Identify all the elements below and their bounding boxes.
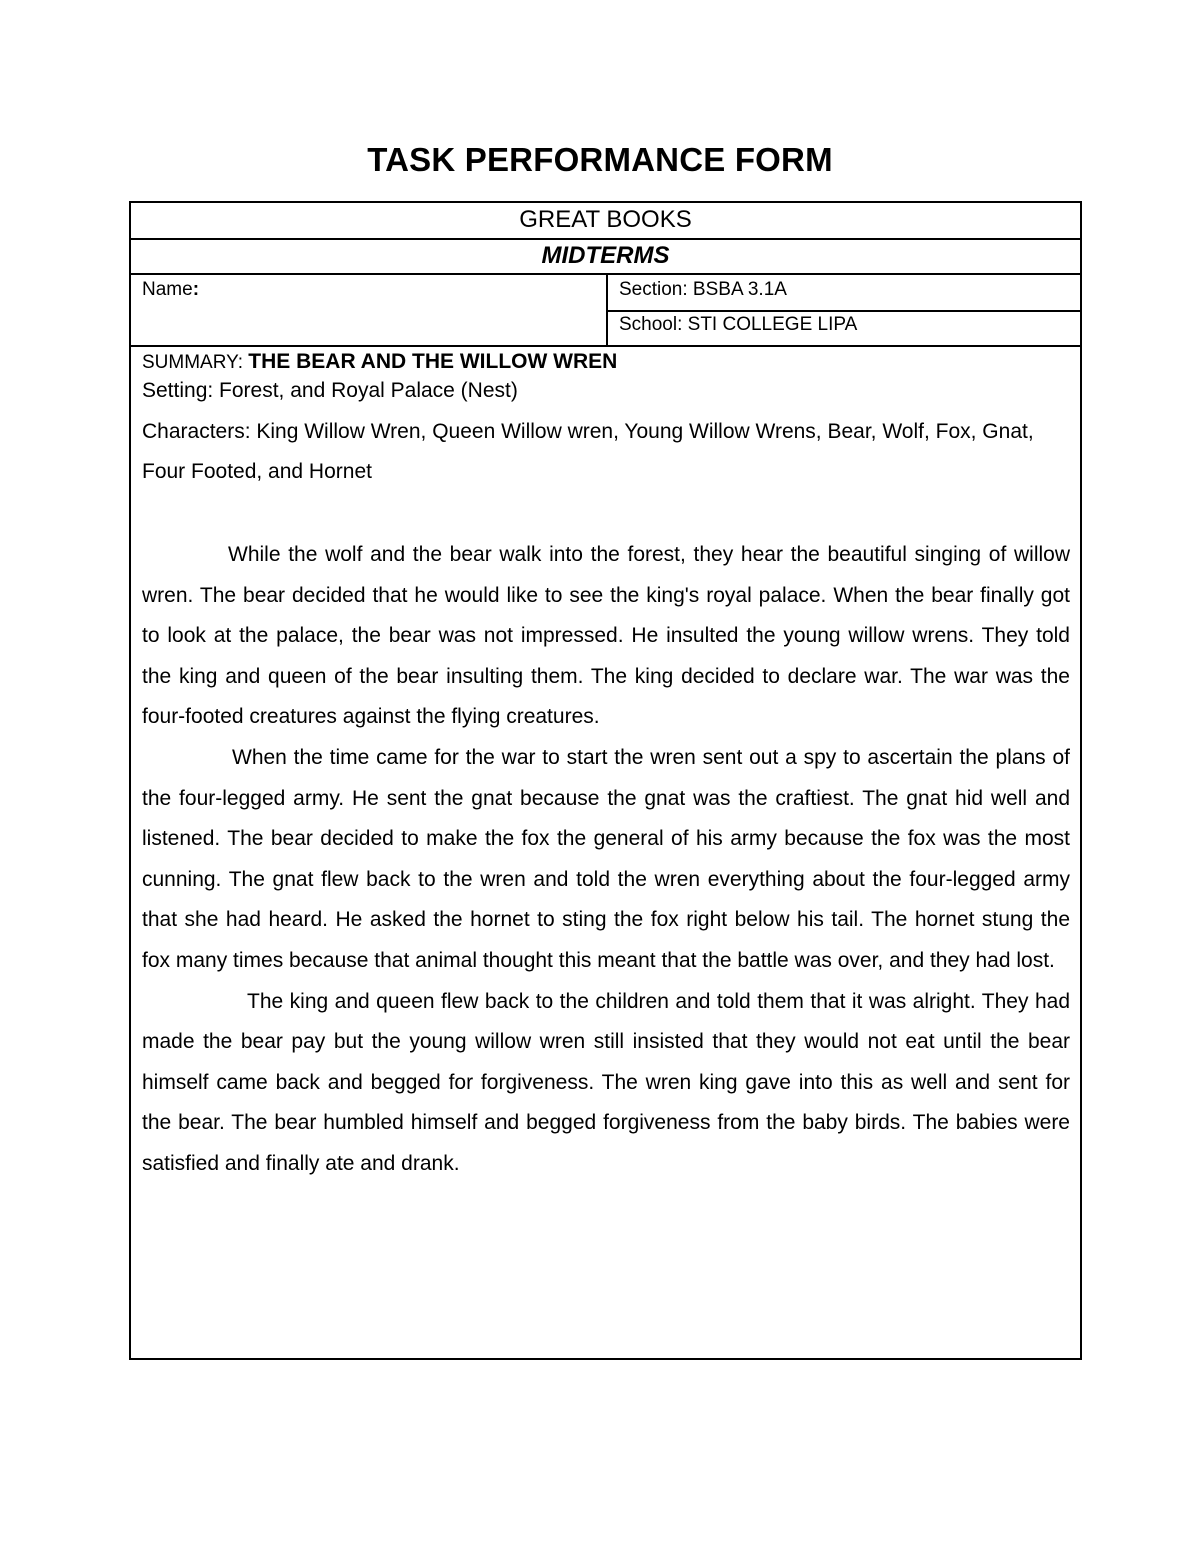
- school-cell: School: STI COLLEGE LIPA: [608, 312, 1080, 347]
- setting-line: Setting: Forest, and Royal Palace (Nest): [142, 379, 518, 402]
- summary-paragraph-3: The king and queen flew back to the children and told them that it was alright. They had made the bear pay but the young willow wren still insisted that they would not eat until the bear himself came back and begged for forgiveness. The wren king gave into this as well and sent for the bear. The bear humbled himself and begged forgiveness from the baby birds. The babies were satisfied and finally ate and drank.: [142, 989, 1070, 1175]
- summary-paragraph-1: While the wolf and the bear walk into the forest, they hear the beautiful singing of willow wren. The bear decided that he would like to see the king's royal palace. When the bear finally got to look at the palace, the bear was not impressed. He insulted the young willow wrens. They told the king and queen of the bear insulting them. The king decided to declare war. The war was the four-footed creatures against the flying creatures.: [142, 543, 1070, 729]
- subject-row: GREAT BOOKS: [131, 203, 1080, 240]
- characters-line: Characters: King Willow Wren, Queen Willow wren, Young Willow Wrens, Bear, Wolf, Fox, Gnat, Four Footed, and Hornet: [142, 420, 1034, 483]
- book-title: THE BEAR AND THE WILLOW WREN: [248, 350, 618, 373]
- summary-body: [142, 535, 1070, 1185]
- summary-label: SUMMARY:: [142, 352, 249, 373]
- summary-heading: [142, 350, 1070, 375]
- page-title: TASK PERFORMANCE FORM: [367, 141, 833, 178]
- name-cell: [131, 275, 608, 347]
- summary-paragraph-2: When the time came for the war to start the wren sent out a spy to ascertain the plans of the four-legged army. He sent the gnat because the gnat was the craftiest. The gnat hid well and listened. The bear decided to make the fox the general of his army because the fox was the most cunning. The gnat flew back to the wren and told the wren everything about the four-legged army that she had heard. He asked the hornet to sting the fox right below his tail. The hornet stung the fox many times because that animal thought this meant that the battle was over, and they had lost.: [142, 745, 1070, 972]
- name-label: Name: [142, 279, 193, 300]
- name-colon: :: [192, 279, 200, 300]
- section-cell: Section: BSBA 3.1A: [608, 275, 1080, 312]
- term-row: MIDTERMS: [131, 240, 1080, 275]
- summary-section: [142, 347, 1070, 1185]
- task-form-table: [129, 201, 1082, 1360]
